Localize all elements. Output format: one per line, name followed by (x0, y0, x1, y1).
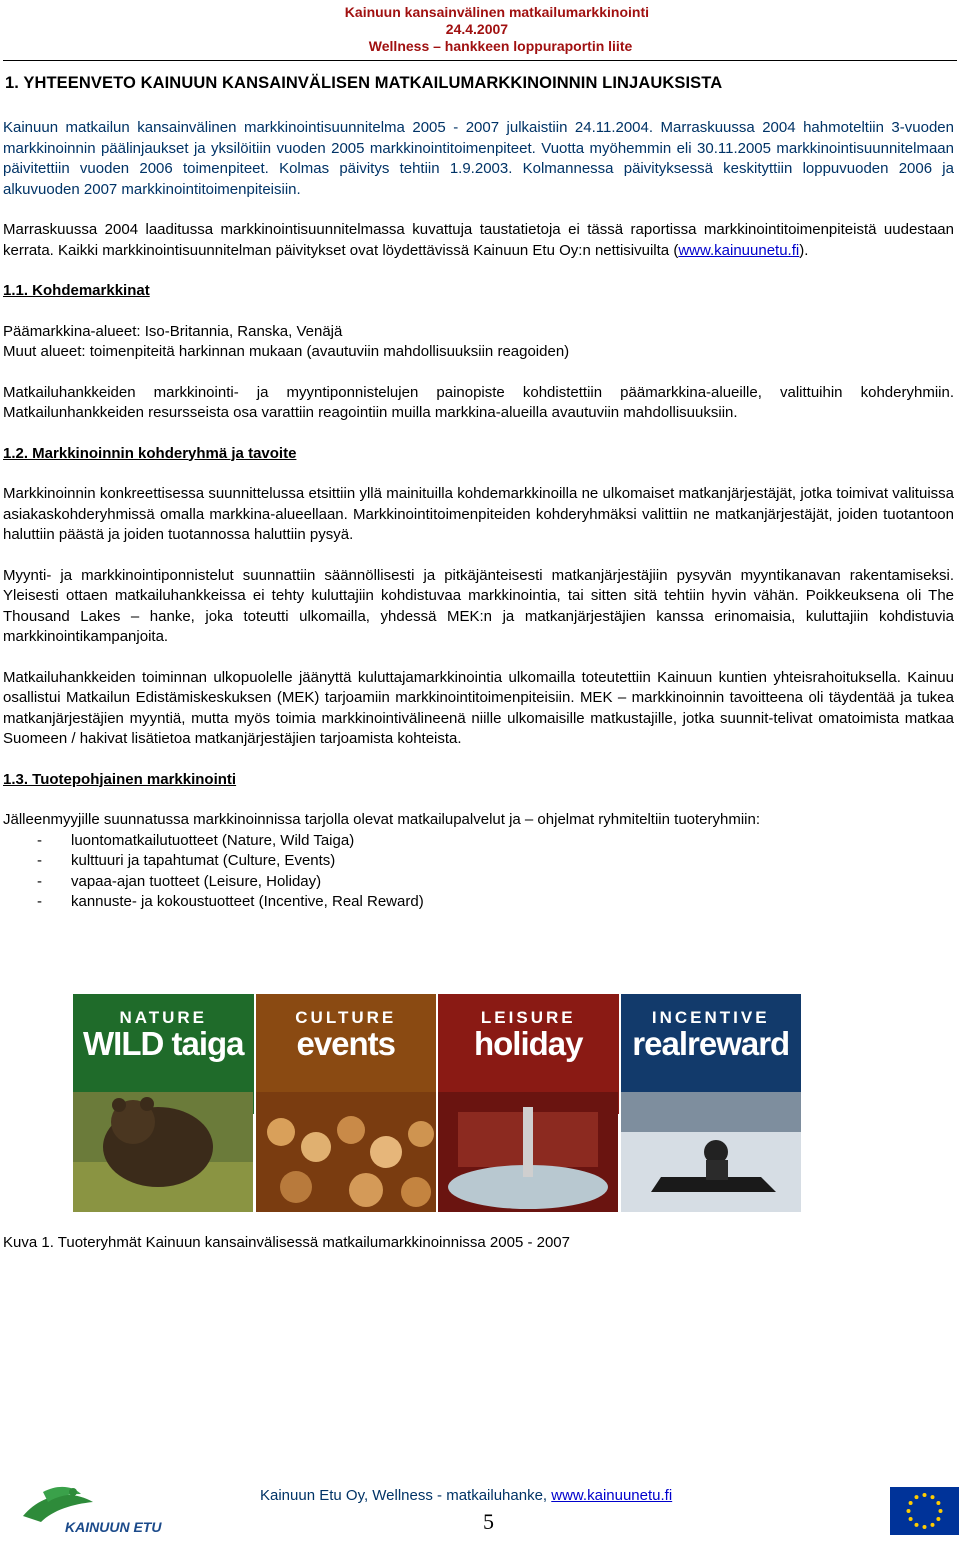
wild-taiga-logo: WILD taiga (83, 1025, 244, 1062)
target-group-paragraph-2: Myynti- ja markkinointiponnistelut suunnattiin säännöllisesti ja pitkäjänteisesti matkanjärjestäjiin pysyvän myyntikanavan rakentamiseksi. Yleisesti ottaen matkailuhankkeissa ei tehty kuluttajiin kohdistuvaa markkinointia, tai sitten sitä tehtiin hyvin vähän. Poikkeuksena oli The Thousand Lakes – hanke, joka toteutti ulkomailla, yhdessä MEK:n ja matkanjärjestäjien kanssa erinomaisia, kuluttajiin kohdistuvia markkinointikampanjoita. (3, 566, 954, 645)
header-date: 24.4.2007 (445, 21, 509, 37)
page-number: 5 (483, 1509, 494, 1534)
bullet-dash: - (37, 852, 42, 869)
list-item (3, 892, 954, 913)
page-title: 1. YHTEENVETO KAINUUN KANSAINVÄLISEN MATKAILUMARKKINOINNIN LINJAUKSISTA (5, 74, 723, 92)
intro-paragraph: Kainuun matkailun kansainvälinen markkinointisuunnitelma 2005 - 2007 julkaistiin 24.11.2004. Marraskuussa 2004 hahmoteltiin 3-vuoden markkinoinnin päälinjaukset ja yksilöitiin vuoden 2005 markkinointitoimenpiteet. Vuotta myöhemmin eli 30.11.2005 markkinointisuunnitelmaan päivitettiin vuoden 2006 toimenpiteet. Kolmas päivitys tehtiin 1.9.2003. Kolmannessa päivityksessä keskityttiin loppuvuoden 2006 ja alkuvuoden 2007 markkinointitoimenpiteisiin. (3, 119, 954, 198)
footer-text (260, 1486, 672, 1507)
target-group-paragraph-3: Matkailuhankkeiden toiminnan ulkopuolelle jäänyttä kuluttajamarkkinointia ulkomailla toteutettiin Kainuun kuntien yhteisrahoituksella. Kainuu osallistui Matkailun Edistämiskeskuksen (MEK) tarjoamiin markkinointitoimenpiteisiin. MEK – markkinoinnin tavoitteena oli täydentää ja tukea matkanjärjestäjien myyntiä, mutta myös toimia markkinointivälineenä niille ulkomaisille matkustajille, jotka suunnit-telivat omatoimista matkaa Suomeen / hakivat lisätietoa matkanjärjestäjien tarjoamista kohteista. (3, 668, 954, 747)
list-item-text: kulttuuri ja tapahtumat (Culture, Events) (71, 852, 336, 869)
product-marketing-intro: Jälleenmyyjille suunnatussa markkinoinnissa tarjolla olevat matkailupalvelut ja – ohjelmat ryhmiteltiin tuoteryhmiin: (3, 811, 761, 828)
section-heading-target-markets: 1.1. Kohdemarkkinat (3, 282, 150, 299)
nature-panel (73, 994, 254, 1212)
incentive-panel (621, 994, 802, 1212)
document-header (345, 4, 649, 55)
list-item (3, 851, 954, 872)
target-markets-paragraph: Matkailuhankkeiden markkinointi- ja myyntiponnistelujen painopiste kohdistettiin päämarkkina-alueille, valittuihin kohderyhmiin. Matkailunhankkeiden resursseista osa varattiin reagointiin muilla markkina-alueilla avautuviin mahdollisuuksiin. (3, 383, 954, 421)
bullet-dash: - (37, 872, 42, 890)
product-group-image (73, 994, 801, 1212)
list-item-text: kannuste- ja kokoustuotteet (Incentive, Real Reward) (71, 893, 424, 910)
paragraph-update-note (3, 220, 954, 261)
header-title: Kainuun kansainvälinen matkailumarkkinointi (344, 4, 649, 20)
bullet-dash: - (37, 893, 42, 910)
website-link[interactable]: www.kainuunetu.fi (678, 241, 800, 259)
header-divider (3, 60, 957, 61)
section-heading-target-group: 1.2. Markkinoinnin kohderyhmä ja tavoite (3, 444, 297, 462)
footer-website-link[interactable]: www.kainuunetu.fi (551, 1487, 673, 1504)
main-markets-line: Päämarkkina-alueet: Iso-Britannia, Ranska, Venäjä (3, 322, 343, 340)
figure-caption: Kuva 1. Tuoteryhmät Kainuun kansainvälisessä matkailumarkkinoinnissa 2005 - 2007 (3, 1234, 570, 1251)
crowd-photo (256, 1092, 436, 1212)
nature-label: NATURE (119, 1008, 208, 1027)
target-group-paragraph-1: Markkinoinnin konkreettisessa suunnittelussa etsittiin yllä mainituilla kohdemarkkinoilla ne ulkomaiset matkanjärjestäjät, jotka toimivat valituissa asiakaskohderyhmissä omalla markkina-alueellaan. Markkinointitoimenpiteiden kohderyhmäksi valittiin ne matkanjärjestäjät, joiden tuotantoon haluttiin päästä ja joiden tuotannossa haluttiin pysyä. (3, 485, 954, 543)
list-item (3, 872, 954, 893)
paragraph-update-suffix: ). (799, 241, 809, 259)
leisure-label: LEISURE (480, 1008, 576, 1027)
real-reward-logo: realreward (632, 1025, 790, 1062)
eu-flag-icon (890, 1487, 959, 1535)
snowmobile-photo (621, 1092, 801, 1212)
section-heading-product-marketing: 1.3. Tuotepohjainen markkinointi (3, 770, 237, 788)
kainuun-etu-logo (3, 1482, 228, 1538)
document-body (3, 118, 954, 913)
list-item-text: vapaa-ajan tuotteet (Leisure, Holiday) (71, 872, 322, 890)
paragraph-update-text: Marraskuussa 2004 laaditussa markkinointisuunnitelmassa kuvattuja taustatietoja ei tässä raportissa markkinointitoimenpiteistä uudestaan kerrata. Kaikki markkinointisuunnitelman päivitykset ovat löydettävissä Kainuun Etu Oy:n nettisivuilta ( (3, 221, 954, 259)
header-subtitle: Wellness – hankkeen loppuraportin liite (368, 38, 633, 54)
pool-photo (438, 1092, 618, 1212)
holiday-logo: holiday (473, 1025, 583, 1062)
product-group-list (3, 831, 954, 913)
list-item-text: luontomatkailutuotteet (Nature, Wild Taiga) (71, 831, 355, 849)
culture-panel (256, 994, 437, 1212)
footer-organization: Kainuun Etu Oy, Wellness - matkailuhanke, (260, 1487, 552, 1504)
events-logo: events (296, 1025, 396, 1062)
culture-label: CULTURE (295, 1008, 397, 1027)
bear-photo (73, 1092, 253, 1212)
incentive-label: INCENTIVE (651, 1008, 770, 1027)
logo-text: KAINUUN ETU (65, 1519, 162, 1535)
list-item (3, 831, 954, 852)
bullet-dash: - (37, 831, 42, 849)
leisure-panel (438, 994, 619, 1212)
other-markets-line: Muut alueet: toimenpiteitä harkinnan mukaan (avautuviin mahdollisuuksiin reagoiden) (3, 343, 570, 360)
